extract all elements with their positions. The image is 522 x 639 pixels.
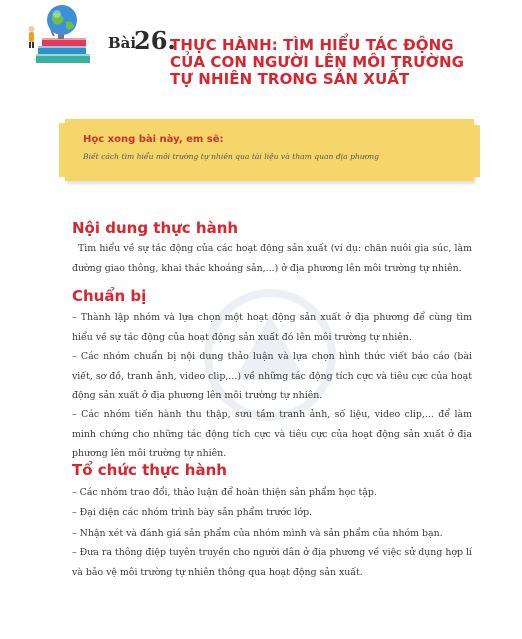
lesson-title-line-2: CỦA CON NGƯỜI LÊN MÔI TRƯỜNG [170,53,465,71]
globe-books-icon [10,2,110,66]
lesson-title-line-3: TỰ NHIÊN TRONG SẢN XUẤT [170,70,410,88]
organize-line-2: – Đại diện các nhóm trình bày sản phẩm trước lớp. [72,507,313,518]
lesson-title [170,37,510,88]
section-heading-prepare: Chuẩn bị [72,287,147,305]
organize-line-1: – Các nhóm trao đổi, thảo luận để hoàn thiện sản phẩm học tập. [72,487,377,498]
prepare-paragraph-1: – Thành lập nhóm và lựa chọn một hoạt động sản xuất ở địa phương để cùng tìm hiểu về sự tác động của hoạt động sản xuất đó lên môi trường tự nhiên. [72,312,472,343]
section-heading-content: Nội dung thực hành [72,219,239,237]
objectives-text: Biết cách tìm hiểu môi trường tự nhiên qua tài liệu và tham quan địa phương [83,152,380,161]
prepare-paragraph-2: – Các nhóm chuẩn bị nội dung thảo luận và lựa chọn hình thức viết báo cáo (bài viết, sơ đồ, tranh ảnh, video clip,...) về những tác động tích cực và tiêu cực của hoạt động sản xuất ở địa phương lên môi trường tự nhiên. [72,351,472,401]
section-heading-organize: Tổ chức thực hành [72,461,227,479]
objectives-box [65,119,474,181]
content-paragraph: Tìm hiểu về sự tác động của các hoạt động sản xuất (ví dụ: chăn nuôi gia súc, làm đường giao thông, khai thác khoáng sản,...) ở địa phương lên môi trường tự nhiên. [72,243,472,274]
lesson-label: Bài [108,34,137,52]
objectives-heading: Học xong bài này, em sẽ: [83,134,224,145]
lesson-title-line-1: THỰC HÀNH: TÌM HIỂU TÁC ĐỘNG [170,36,454,54]
organize-final-paragraph: – Đưa ra thông điệp tuyên truyền cho người dân ở địa phương về việc sử dụng hợp lí và bảo vệ môi trường tự nhiên thông qua hoạt động sản xuất. [72,547,472,578]
prepare-paragraph-3: – Các nhóm tiến hành thu thập, sưu tầm tranh ảnh, số liệu, video clip,... để làm minh chứng cho những tác động tích cực và tiêu cực của hoạt động sản xuất ở địa phương lên môi trường tự nhiên. [72,409,472,459]
lesson-number: 26. [134,26,176,55]
organize-line-3: – Nhận xét và đánh giá sản phẩm của nhóm mình và sản phẩm của nhóm bạn. [72,528,443,539]
